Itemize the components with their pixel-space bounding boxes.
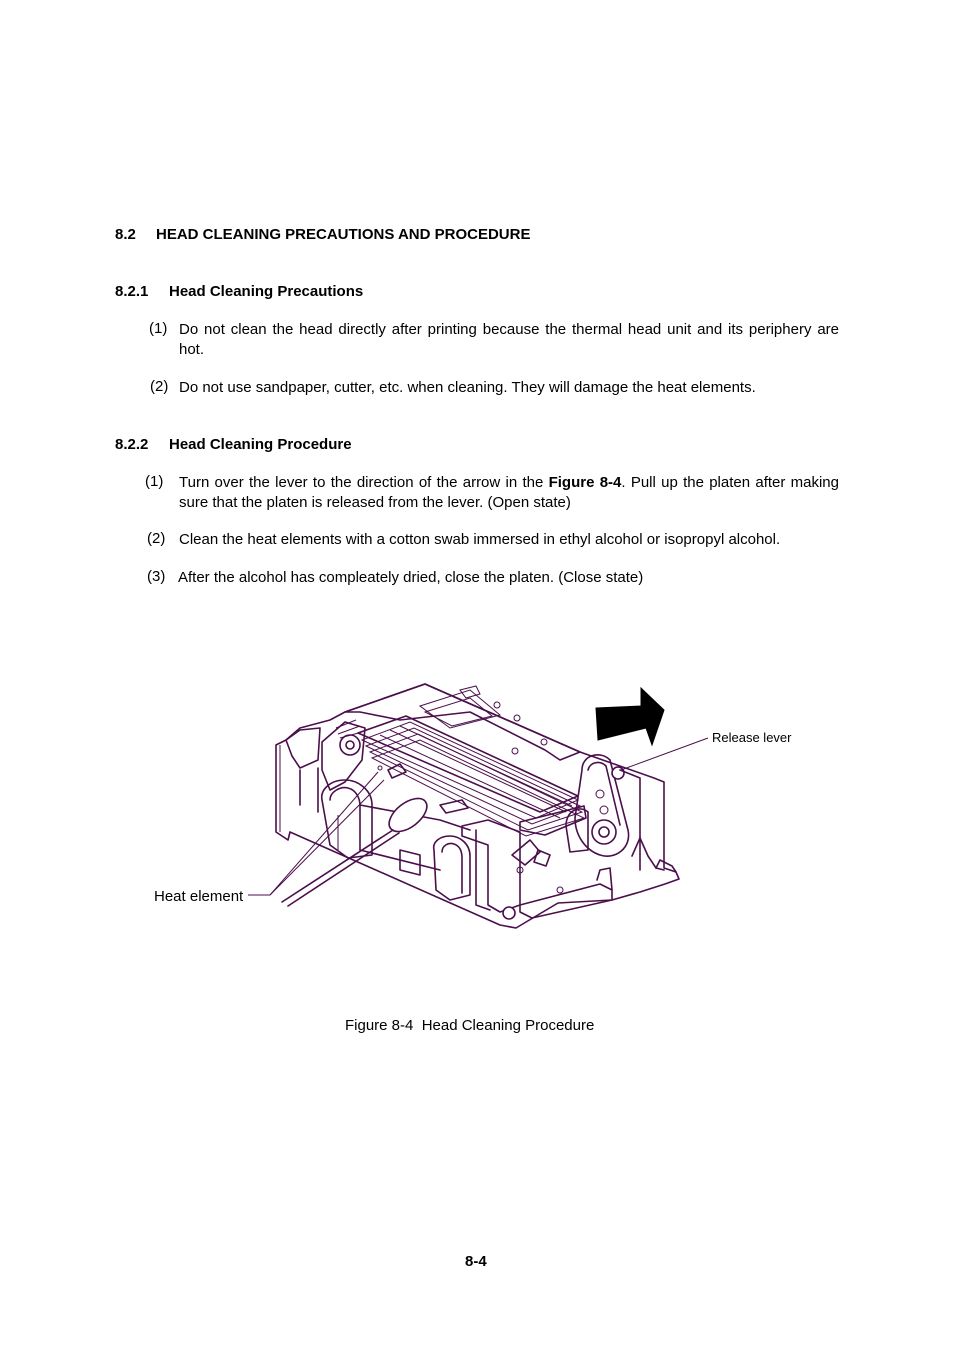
procedure-3-number: (3)	[147, 568, 166, 585]
procedure-2-number: (2)	[147, 530, 166, 547]
procedure-1-text-after: . Pull up the platen after making sure that the platen is released from the lever. (Open state)	[179, 474, 839, 511]
precaution-1-number: (1)	[149, 320, 168, 337]
heat-element-label: Heat element	[154, 888, 244, 905]
subsection-title-procedure: Head Cleaning Procedure	[169, 436, 352, 453]
subsection-title-precautions: Head Cleaning Precautions	[169, 283, 364, 300]
release-lever-leader-line	[621, 738, 708, 770]
subsection-number-precautions: 8.2.1	[115, 283, 149, 300]
release-arrow-icon	[596, 688, 664, 745]
figure-caption: Figure 8-4 Head Cleaning Procedure	[345, 1017, 595, 1034]
procedure-3-text: After the alcohol has compleately dried, close the platen. (Close state)	[178, 569, 644, 586]
release-lever-label: Release lever	[712, 730, 792, 745]
page-number: 8-4	[465, 1253, 487, 1270]
subsection-number-procedure: 8.2.2	[115, 436, 149, 453]
precaution-1-text: Do not clean the head directly after printing because the thermal head unit and its periphery are hot.	[179, 321, 839, 358]
precaution-2-text: Do not use sandpaper, cutter, etc. when cleaning. They will damage the heat elements.	[179, 379, 756, 396]
procedure-1-number: (1)	[145, 473, 164, 490]
section-title: HEAD CLEANING PRECAUTIONS AND PROCEDURE	[156, 226, 531, 243]
heat-element-leader-line	[248, 772, 378, 895]
procedure-1-text-before: Turn over the lever to the direction of the arrow in the	[179, 474, 549, 491]
procedure-1-text	[179, 473, 839, 513]
section-number: 8.2	[115, 226, 136, 243]
procedure-2-text: Clean the heat elements with a cotton swab immersed in ethyl alcohol or isopropyl alcohol.	[179, 531, 781, 548]
figure-reference: Figure 8-4	[548, 474, 622, 491]
precaution-2-number: (2)	[150, 378, 169, 395]
